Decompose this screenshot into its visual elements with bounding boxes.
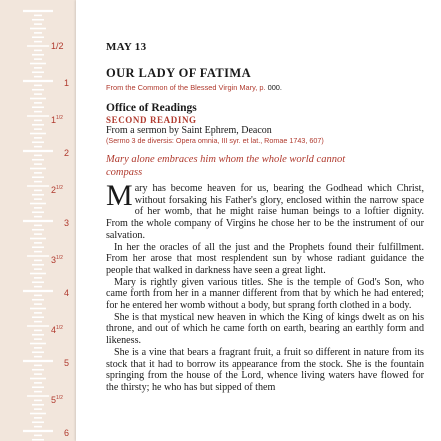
reading-subtitle: Mary alone embraces him whom the whole world cannot compass	[106, 154, 346, 178]
second-reading-heading: SECOND READING	[106, 115, 197, 125]
half-superscript: 1/2	[56, 115, 63, 121]
ruler-ticks	[0, 0, 74, 441]
ruler-label: $1^{1/2}$	[51, 115, 63, 125]
half-superscript: 1/2	[56, 255, 63, 261]
feast-title: OUR LADY OF FATIMA	[106, 66, 252, 80]
ruler-label: 1	[64, 78, 70, 88]
ruler-label: 6	[64, 428, 70, 438]
common-reference-page: 000.	[267, 83, 282, 92]
reading-source: From a sermon by Saint Ephrem, Deacon	[106, 125, 272, 136]
paragraph: In her the oracles of all the just and the Prophets found their fulfillment. From her arose that most resplendent sun by whose radiant guidance the people that walked in darkness have seen a great light.	[106, 241, 424, 276]
paragraph: She is a vine that bears a fragrant fruit, a fruit so different in nature from its stock that it had to borrow its appearance from the stock. She is the fountain springing from the house of the Lord, whence living waters have flowed for the thirsty; he who has but sipped of them	[106, 346, 424, 393]
document-page	[76, 0, 441, 441]
ruler-label: 1/2	[51, 41, 64, 51]
half-superscript: 1/2	[56, 185, 63, 191]
paragraph: She is that mystical new heaven in which the King of kings dwelt as on his throne, and out of which he came forth on earth, bearing an earthly form and likeness.	[106, 311, 424, 347]
reading-body	[106, 179, 424, 394]
office-heading: Office of Readings	[106, 102, 197, 114]
ruler-label: 4	[64, 288, 70, 298]
drop-cap: M	[106, 179, 133, 212]
paragraph: Mary is rightly given various titles. She is the temple of God's Son, who came forth from her in a manner different from that by which he had entered; for he entered her womb without a body, but sprang forth clothed in a body.	[106, 276, 424, 312]
page-ruler	[0, 0, 74, 441]
page-content	[106, 41, 424, 394]
page-date: MAY 13	[106, 41, 147, 53]
ruler-label: $5^{1/2}$	[51, 395, 63, 405]
common-reference-text: From the Common of the Blessed Virgin Mary, p.	[106, 83, 266, 92]
ruler-label: $2^{1/2}$	[51, 185, 63, 195]
common-reference	[106, 83, 424, 92]
ruler-label: 2	[64, 148, 70, 158]
half-superscript: 1/2	[56, 325, 63, 331]
ruler-label: $4^{1/2}$	[51, 325, 63, 335]
reading-citation: (Sermo 3 de diversis: Opera omnia, III syr. et lat., Romae 1743, 607)	[106, 136, 324, 145]
ruler-label: 3	[64, 218, 70, 228]
half-superscript: 1/2	[56, 395, 63, 401]
paragraph-text: ary has become heaven for us, bearing the Godhead which Christ, without forsaking his Father's glory, enclosed within the narrow space of her womb, that he might raise human beings to a loftier dignity. From the whole company of Virgins he chose her to be the instrument of our salvation.	[106, 183, 424, 241]
paragraph	[106, 179, 424, 242]
ruler-label: 5	[64, 358, 70, 368]
ruler-label: $3^{1/2}$	[51, 255, 63, 265]
